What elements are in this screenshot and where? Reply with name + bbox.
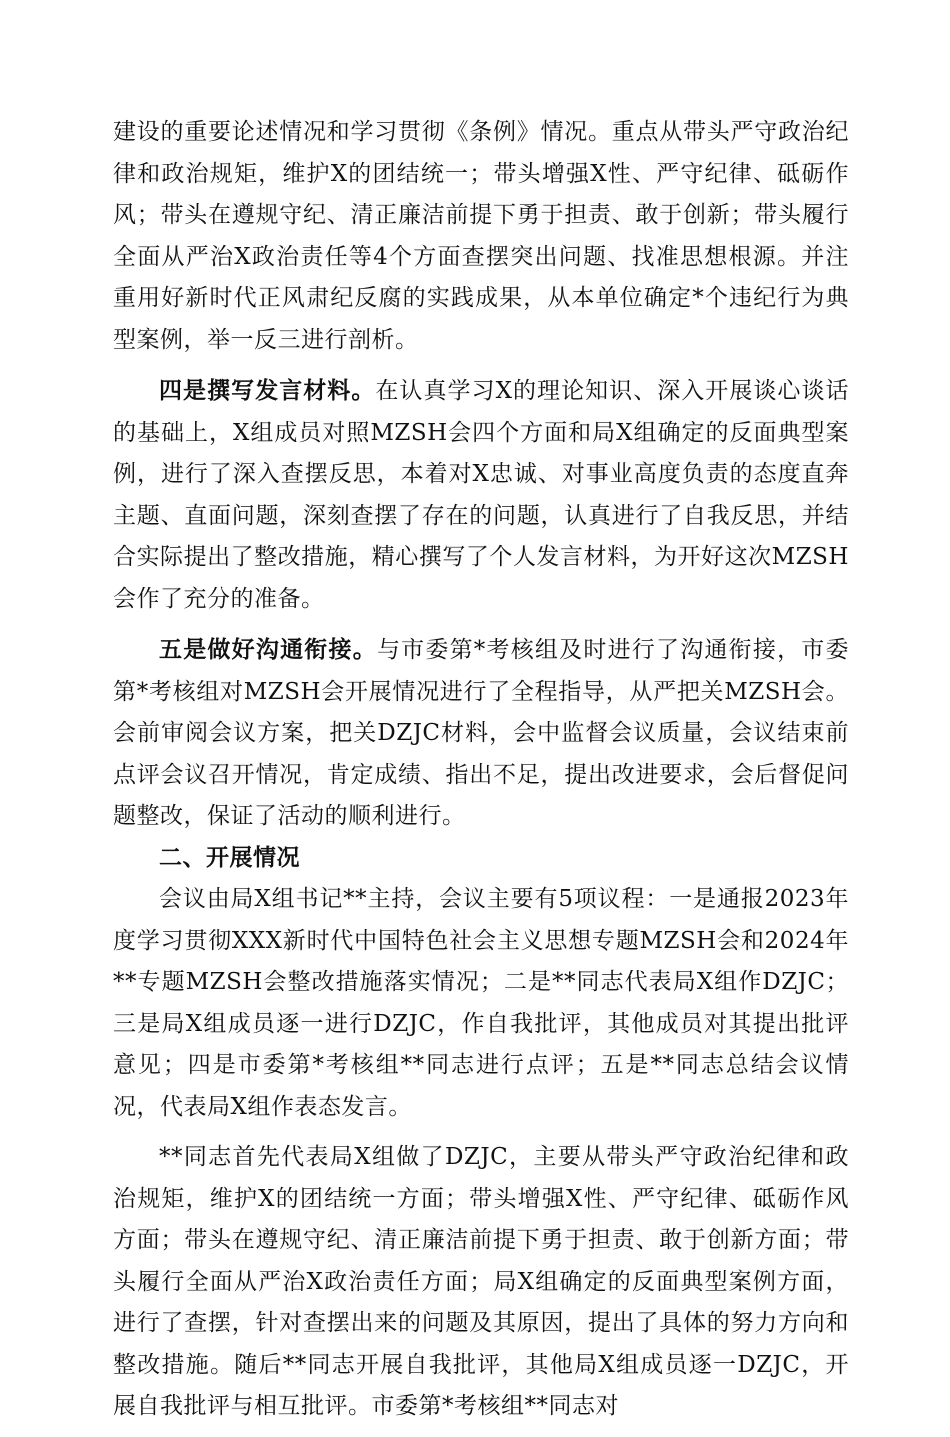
paragraph-meeting-process [113,1137,849,1428]
paragraph-text: **同志首先代表局X组做了DZJC，主要从带头严守政治纪律和政治规矩，维护X的团结统一方面；带头增强X性、严守纪律、砥砺作风方面；带头在遵规守纪、清正廉洁前提下勇于担责、敢于创新方面；带头履行全面从严治X政治责任方面；局X组确定的反面典型案例方面，进行了查摆，针对查摆出来的问题及其原因，提出了具体的努力方向和整改措施。随后**同志开展自我批评，其他局X组成员逐一DZJC，开展自我批评与相互批评。市委第*考核组**同志对 [113,1144,849,1419]
paragraph-text: 在认真学习X的理论知识、深入开展谈心谈话的基础上，X组成员对照MZSH会四个方面和局X组确定的反面典型案例，进行了深入查摆反思，本着对X忠诚、对事业高度负责的态度直奔主题、直面问题，深刻查摆了存在的问题，认真进行了自我反思，并结合实际提出了整改措施，精心撰写了个人发言材料，为开好这次MZSH会作了充分的准备。 [113,378,850,612]
section-heading: 二、开展情况 [159,844,300,871]
paragraph-writing-materials [113,370,849,620]
paragraph-lead: 五是做好沟通衔接。 [159,636,377,663]
document-body [113,112,849,1437]
paragraph-text: 与市委第*考核组及时进行了沟通衔接，市委第*考核组对MZSH会开展情况进行了全程指导，从严把关MZSH会。会前审阅会议方案，把关DZJC材料，会中监督会议质量，会议结束前点评会议召开情况，肯定成绩、指出不足，提出改进要求，会后督促问题整改，保证了活动的顺利进行。 [113,637,850,829]
paragraph-text: 会议由局X组书记**主持，会议主要有5项议程：一是通报2023年度学习贯彻XXX新时代中国特色社会主义思想专题MZSH会和2024年**专题MZSH会整改措施落实情况；二是**同志代表局X组作DZJC；三是局X组成员逐一进行DZJC，作自我批评，其他成员对其提出批评意见；四是市委第*考核组**同志进行点评；五是**同志总结会议情况，代表局X组作表态发言。 [113,886,849,1120]
paragraph-communication [113,629,849,838]
paragraph-text: 建设的重要论述情况和学习贯彻《条例》情况。重点从带头严守政治纪律和政治规矩，维护X的团结统一；带头增强X性、严守纪律、砥砺作风；带头在遵规守纪、清正廉洁前提下勇于担责、敢于创新；带头履行全面从严治X政治责任等4个方面查摆突出问题、找准思想根源。并注重用好新时代正风肃纪反腐的实践成果，从本单位确定*个违纪行为典型案例，举一反三进行剖析。 [113,119,849,353]
paragraph-lead: 四是撰写发言材料。 [159,377,376,404]
paragraph-meeting-agenda [113,879,849,1128]
paragraph-continuation [113,112,849,361]
